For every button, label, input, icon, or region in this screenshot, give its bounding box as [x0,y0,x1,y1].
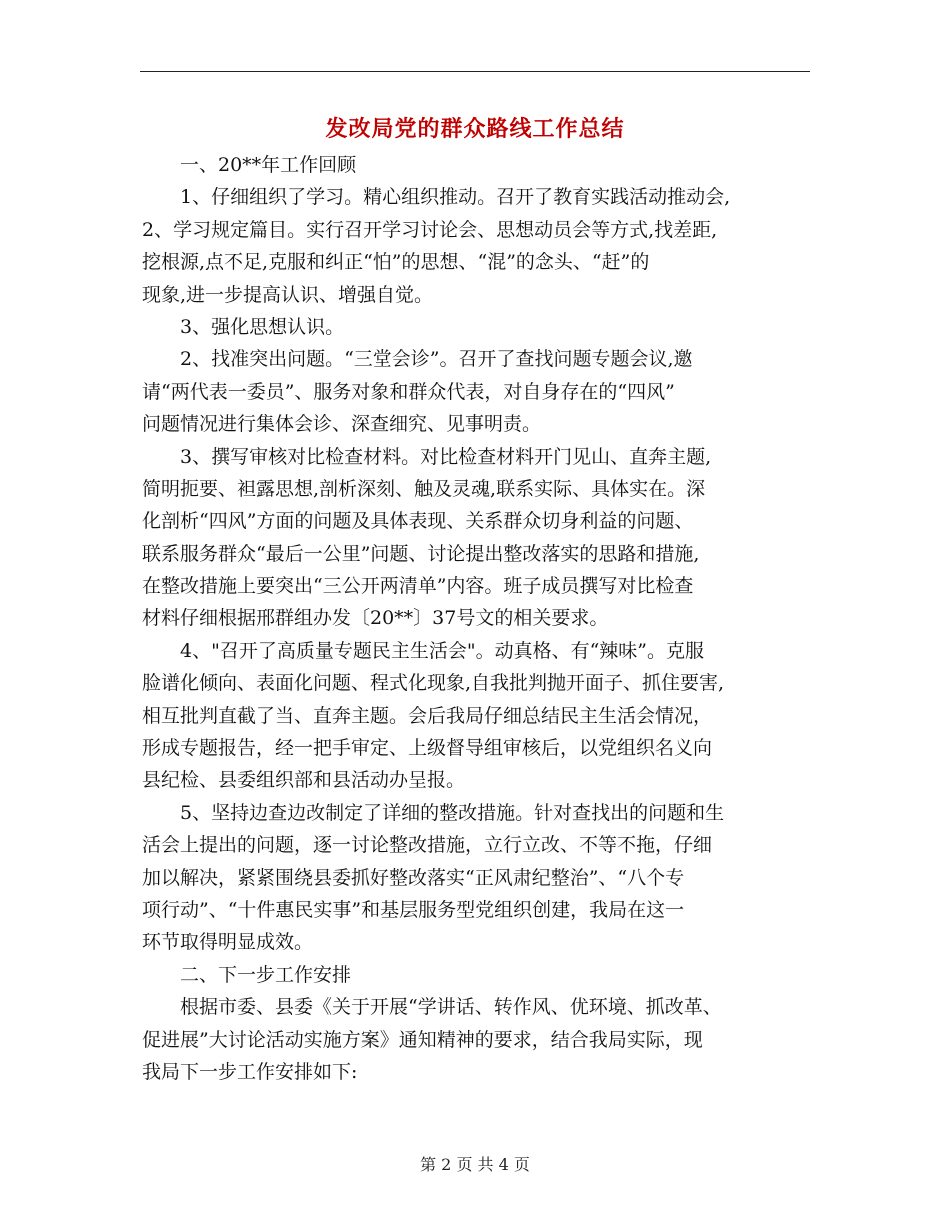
text-line: 2、找准突出问题。“三堂会诊”。召开了查找问题专题会议,邀 [180,348,693,371]
text-line: 问题情况进行集体会诊、深查细究、见事明责。 [142,413,542,436]
text-line: 挖根源,点不足,克服和纠正“怕”的思想、“混”的念头、“赶”的 [142,251,650,274]
text-line: 加以解决，紧紧围绕县委抓好整改落实“正风肃纪整治”、“八个专 [142,866,685,889]
text-line: 2、学习规定篇目。实行召开学习讨论会、思想动员会等方式,找差距, [142,218,718,241]
text-line: 相互批判直截了当、直奔主题。会后我局仔细总结民主生活会情况， [142,704,713,727]
text-line: 形成专题报告，经一把手审定、上级督导组审核后，以党组织名义向 [142,737,713,760]
text-line: 5、坚持边查边改制定了详细的整改措施。针对查找出的问题和生 [180,801,725,824]
text-line: 二、下一步工作安排 [180,963,352,986]
text-line: 环节取得明显成效。 [142,931,314,954]
document-body [142,149,810,1088]
text-line: 4、"召开了高质量专题民主生活会"。动真格、有“辣味”。克服 [180,639,704,662]
page-footer: 第 2 页 共 4 页 [420,1155,530,1174]
text-line: 促进展”大讨论活动实施方案》通知精神的要求，结合我局实际，现 [142,1028,703,1051]
text-line: 县纪检、县委组织部和县活动办呈报。 [142,769,466,792]
text-line: 化剖析“四风”方面的问题及具体表现、关系群众切身利益的问题、 [142,510,694,533]
text-line: 在整改措施上要突出“三公开两清单”内容。班子成员撰写对比检查 [142,575,694,598]
text-line: 一、20**年工作回顾 [180,154,357,176]
text-line: 项行动”、“十件惠民实事”和基层服务型党组织创建，我局在这一 [142,898,685,921]
text-line: 活会上提出的问题，逐一讨论整改措施，立行立改、不等不拖，仔细 [142,834,713,857]
text-line: 脸谱化倾向、表面化问题、程式化现象,自我批判抛开面子、抓住要害, [142,672,725,695]
text-line: 简明扼要、袒露思想,剖析深刻、触及灵魂,联系实际、具体实在。深 [142,477,706,500]
text-line: 现象,进一步提高认识、增强自觉。 [142,283,434,306]
header-rule [140,71,810,72]
document-title: 发改局党的群众路线工作总结 [325,116,625,142]
text-line: 材料仔细根据邢群组办发〔20**〕37号文的相关要求。 [142,607,609,630]
text-line: 1、仔细组织了学习。精心组织推动。召开了教育实践活动推动会, [180,186,731,209]
text-line: 请“两代表一委员”、服务对象和群众代表，对自身存在的“四风” [142,380,675,403]
text-line: 联系服务群众“最后一公里”问题、讨论提出整改落实的思路和措施, [142,542,700,565]
text-line: 根据市委、县委《关于开展“学讲话、转作风、优环境、抓改革、 [180,996,722,1019]
text-line: 3、撰写审核对比检查材料。对比检查材料开门见山、直奔主题, [180,445,712,468]
text-line: 3、强化思想认识。 [180,315,345,338]
text-line: 我局下一步工作安排如下: [142,1060,358,1083]
